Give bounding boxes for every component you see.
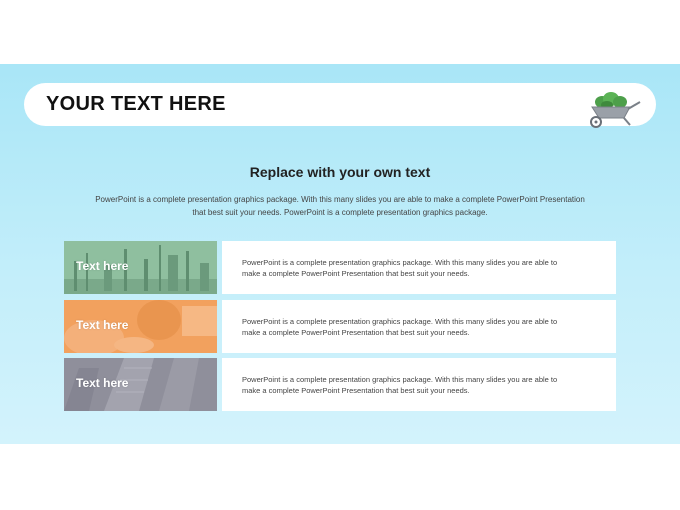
item-description-line: make a complete PowerPoint Presentation that best suit your needs. (242, 269, 470, 278)
item-label: Text here (76, 376, 129, 390)
item-description (242, 257, 592, 279)
item-description-line: PowerPoint is a complete presentation graphics package. With this many slides you are able to (242, 258, 558, 267)
title-bar (24, 83, 656, 126)
intro-line: that best suit your needs. PowerPoint is a complete presentation graphics package. (192, 208, 488, 217)
intro-paragraph (60, 193, 620, 219)
wheelbarrow-icon (580, 85, 644, 129)
intro-line: PowerPoint is a complete presentation graphics package. With this many slides you are able to make a complete PowerPoint Presentation (95, 195, 585, 204)
item-description-line: make a complete PowerPoint Presentation that best suit your needs. (242, 328, 470, 337)
item-description (242, 316, 592, 338)
item-description (242, 374, 592, 396)
meeting-thumbnail (64, 300, 217, 353)
list-item (64, 241, 616, 294)
item-label: Text here (76, 318, 129, 332)
list-item (64, 358, 616, 411)
item-description-line: PowerPoint is a complete presentation graphics package. With this many slides you are able to (242, 375, 558, 384)
section-subtitle: Replace with your own text (249, 164, 431, 180)
page-title: YOUR TEXT HERE (46, 93, 226, 115)
item-card (222, 358, 616, 411)
item-card (222, 300, 616, 353)
item-label: Text here (76, 259, 129, 273)
industrial-thumbnail (64, 241, 217, 294)
list-item (64, 300, 616, 353)
item-card (222, 241, 616, 294)
slide (0, 64, 680, 444)
building-thumbnail (64, 358, 217, 411)
item-description-line: make a complete PowerPoint Presentation that best suit your needs. (242, 386, 470, 395)
item-description-line: PowerPoint is a complete presentation graphics package. With this many slides you are able to (242, 317, 558, 326)
